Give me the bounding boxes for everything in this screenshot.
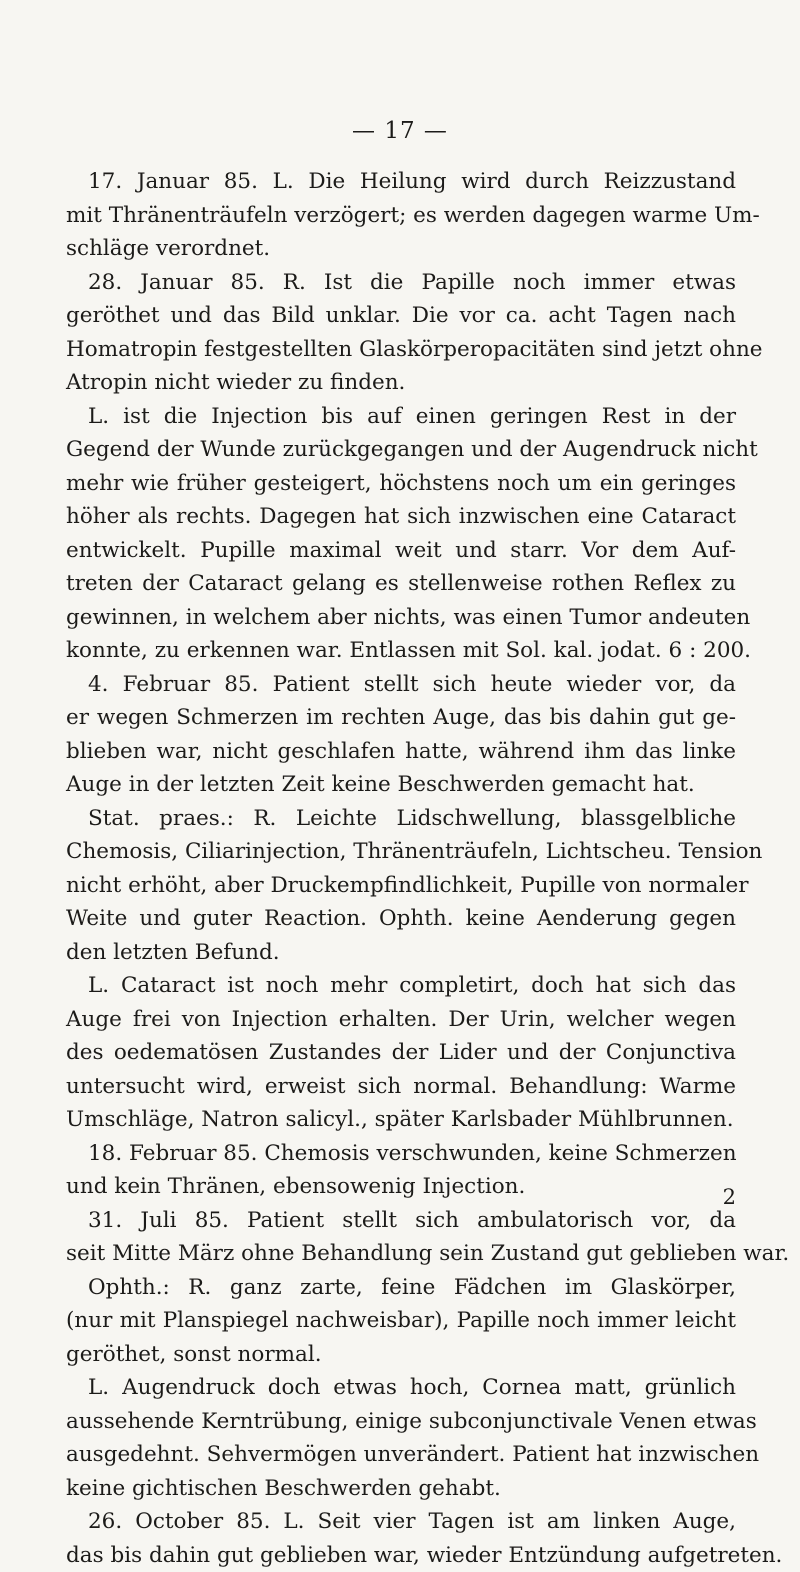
text-line: ausgedehnt. Sehvermögen unverändert. Patient hat inzwischen — [66, 1438, 736, 1472]
text-line: entwickelt. Pupille maximal weit und starr. Vor dem Auf- — [66, 534, 736, 568]
text-line: seit Mitte März ohne Behandlung sein Zustand gut geblieben war. — [66, 1237, 736, 1271]
text-line: Chemosis, Ciliarinjection, Thränenträufeln, Lichtscheu. Tension — [66, 835, 736, 869]
text-line: konnte, zu erkennen war. Entlassen mit Sol. kal. jodat. 6 : 200. — [66, 634, 736, 668]
text-line: Atropin nicht wieder zu finden. — [66, 366, 736, 400]
text-line: das bis dahin gut geblieben war, wieder Entzündung aufgetreten. — [66, 1539, 736, 1572]
text-line: und kein Thränen, ebensowenig Injection. — [66, 1170, 736, 1204]
text-line: 17. Januar 85. L. Die Heilung wird durch Reizzustand — [66, 165, 736, 199]
text-line: Auge frei von Injection erhalten. Der Urin, welcher wegen — [66, 1003, 736, 1037]
text-line: untersucht wird, erweist sich normal. Behandlung: Warme — [66, 1070, 736, 1104]
text-line: aussehende Kerntrübung, einige subconjunctivale Venen etwas — [66, 1405, 736, 1439]
signature-mark: 2 — [0, 1185, 736, 1209]
text-line: 26. October 85. L. Seit vier Tagen ist am linken Auge, — [66, 1505, 736, 1539]
text-line: gewinnen, in welchem aber nichts, was einen Tumor andeuten — [66, 601, 736, 635]
text-line: (nur mit Planspiegel nachweisbar), Papille noch immer leicht — [66, 1304, 736, 1338]
text-line: höher als rechts. Dagegen hat sich inzwischen eine Cataract — [66, 500, 736, 534]
text-line: L. Augendruck doch etwas hoch, Cornea matt, grünlich — [66, 1371, 736, 1405]
text-line: schläge verordnet. — [66, 232, 736, 266]
body-text — [66, 165, 736, 1572]
text-line: nicht erhöht, aber Druckempfindlichkeit, Pupille von normaler — [66, 869, 736, 903]
text-line: Weite und guter Reaction. Ophth. keine Aenderung gegen — [66, 902, 736, 936]
text-line: keine gichtischen Beschwerden gehabt. — [66, 1472, 736, 1506]
text-line: Stat. praes.: R. Leichte Lidschwellung, blassgelbliche — [66, 802, 736, 836]
text-line: L. ist die Injection bis auf einen geringen Rest in der — [66, 400, 736, 434]
text-line: des oedematösen Zustandes der Lider und der Conjunctiva — [66, 1036, 736, 1070]
text-line: Gegend der Wunde zurückgegangen und der Augendruck nicht — [66, 433, 736, 467]
page-header: — 17 — — [0, 118, 800, 144]
text-line: L. Cataract ist noch mehr completirt, doch hat sich das — [66, 969, 736, 1003]
text-line: 31. Juli 85. Patient stellt sich ambulatorisch vor, da — [66, 1204, 736, 1238]
text-line: geröthet, sonst normal. — [66, 1338, 736, 1372]
text-line: Umschläge, Natron salicyl., später Karlsbader Mühlbrunnen. — [66, 1103, 736, 1137]
text-line: blieben war, nicht geschlafen hatte, während ihm das linke — [66, 735, 736, 769]
text-line: Auge in der letzten Zeit keine Beschwerden gemacht hat. — [66, 768, 736, 802]
text-line: Homatropin festgestellten Glaskörperopacitäten sind jetzt ohne — [66, 333, 736, 367]
text-line: mit Thränenträufeln verzögert; es werden dagegen warme Um- — [66, 199, 736, 233]
text-line: geröthet und das Bild unklar. Die vor ca. acht Tagen nach — [66, 299, 736, 333]
text-line: Ophth.: R. ganz zarte, feine Fädchen im Glaskörper, — [66, 1271, 736, 1305]
text-line: 4. Februar 85. Patient stellt sich heute wieder vor, da — [66, 668, 736, 702]
text-line: er wegen Schmerzen im rechten Auge, das bis dahin gut ge- — [66, 701, 736, 735]
text-line: den letzten Befund. — [66, 936, 736, 970]
text-line: 28. Januar 85. R. Ist die Papille noch immer etwas — [66, 266, 736, 300]
text-line: mehr wie früher gesteigert, höchstens noch um ein geringes — [66, 467, 736, 501]
text-line: 18. Februar 85. Chemosis verschwunden, keine Schmerzen — [66, 1137, 736, 1171]
text-line: treten der Cataract gelang es stellenweise rothen Reflex zu — [66, 567, 736, 601]
